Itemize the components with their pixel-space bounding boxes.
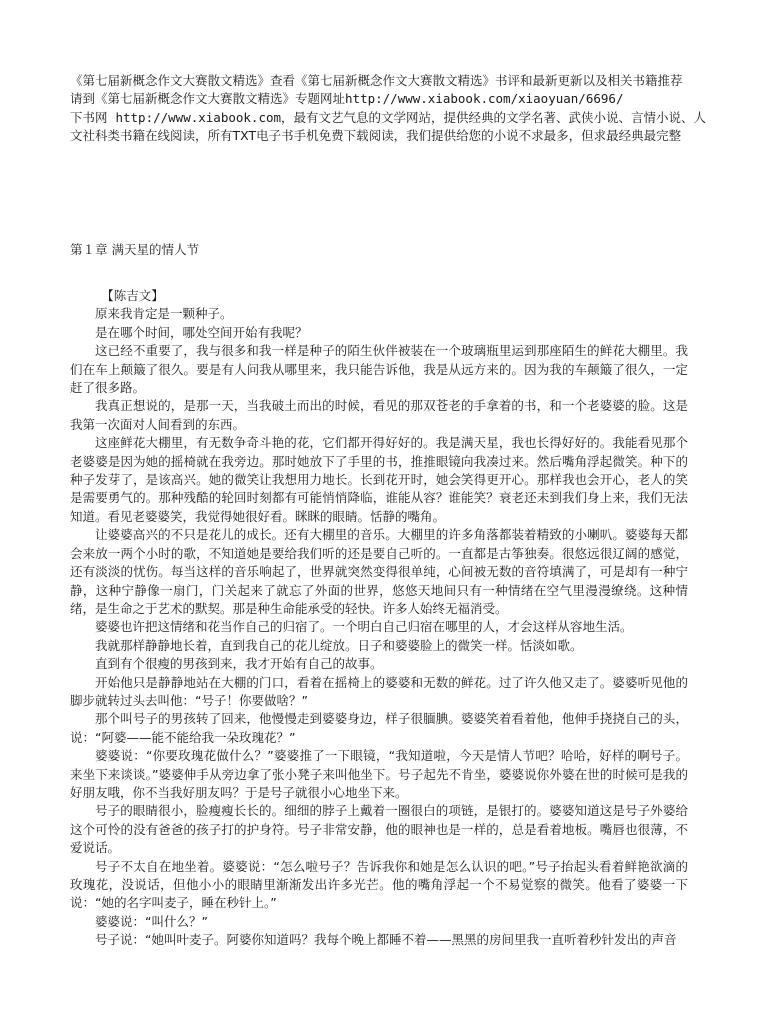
header-line-2 [70,90,710,108]
paragraph: 我就那样静静地长着，直到我自己的花儿绽放。日子和婆婆脸上的微笑一样。恬淡如歌。 [95,637,583,653]
paragraph: 那个叫号子的男孩转了回来，他慢慢走到婆婆身边，样子很腼腆。婆婆笑着看着他，他伸手挠挠自己的头，说：“阿婆——能不能给我一朵玫瑰花？” [70,711,688,745]
site-url-link[interactable]: http://www.xiabook.com [115,109,282,125]
paragraph: 是在哪个时间，哪处空间开始有我呢？ [95,324,308,340]
article-body [70,287,688,950]
source-header [70,72,710,146]
paragraph: 号子的眼睛很小，脸瘦瘦长长的。细细的脖子上戴着一圈很白的项链，是银打的。婆婆知道这是号子外婆给这个可怜的没有爸爸的孩子打的护身符。号子非常安静，他的眼神也是一样的，总是看着地板。嘴唇也很薄，不爱说话。 [70,803,688,856]
paragraph: 原来我肯定是一颗种子。 [95,306,233,322]
header-line-1: 《第七届新概念作文大赛散文精选》查看《第七届新概念作文大赛散文精选》书评和最新更新以及相关书籍推荐 [70,73,683,88]
paragraph: 直到有个很瘦的男孩到来，我才开始有自己的故事。 [95,656,383,672]
paragraph: 婆婆说：“叫什么？” [95,913,208,929]
paragraph: 号子不太自在地坐着。婆婆说：“怎么啦号子？告诉我你和她是怎么认识的吧。”号子抬起头看着鲜艳欲滴的玫瑰花，没说话，但他小小的眼睛里渐渐发出许多光芒。他的嘴角浮起一个不易觉察的微笑。他看了婆婆一下说：“她的名字叫麦子，睡在秒针上。” [70,858,688,911]
paragraph: 让婆婆高兴的不只是花儿的成长。还有大棚里的音乐。大棚里的许多角落都装着精致的小喇叭。婆婆每天都会来放一两个小时的歌，不知道她是要给我们听的还是要自己听的。一直都是古筝独奏。很悠远很辽阔的感觉，还有淡淡的忧伤。每当这样的音乐响起了，世界就突然变得很单纯，心间被无数的音符填满了，可是却有一种宁静，这种宁静像一扇门，门关起来了就忘了外面的世界，悠悠天地间只有一种情绪在空气里漫漫缭绕。这种情绪，是生命之于艺术的默契。那是种生命能承受的轻快。许多人始终无福消受。 [70,527,688,616]
site-name: 下书网 [70,109,108,125]
paragraph: 婆婆也许把这情绪和花当作自己的归宿了。一个明白自己归宿在哪里的人，才会这样从容地生活。 [95,619,633,635]
paragraph: 号子说：“她叫叶麦子。阿婆你知道吗？我每个晚上都睡不着——黑黑的房间里我一直听着秒针发出的声音 [95,932,677,948]
site-description: ，最有文艺气息的文学网站，提供经典的文学名著、武侠小说、言情小说、人文社科类书籍在线阅读，所有TXT电子书手机免费下载阅读，我们提供给您的小说不求最多，但求最经典最完整 [70,109,707,144]
header-line-3 [70,109,710,146]
paragraph: 这座鲜花大棚里，有无数争奇斗艳的花，它们都开得好好的。我是满天星，我也长得好好的。我能看见那个老婆婆是因为她的摇椅就在我旁边。那时她放下了手里的书，推推眼镜向我凑过来。然后嘴角浮起微笑。种下的种子发芽了，是该高兴。她的微笑让我想用力地长。长到花开时，她会笑得更开心。那样我也会开心，老人的笑是需要勇气的。那种残酷的轮回时刻都有可能悄悄降临，谁能从容？谁能笑？衰老还未到我们身上来，我们无法知道。看见老婆婆笑，我觉得她很好看。眯眯的眼睛。恬静的嘴角。 [70,435,688,524]
header-line-2-prefix: 请到《第七届新概念作文大赛散文精选》专题网址 [70,91,346,107]
paragraph: 这已经不重要了，我与很多和我一样是种子的陌生伙伴被装在一个玻璃瓶里运到那座陌生的鲜花大棚里。我们在车上颠簸了很久。要是有人问我从哪里来，我只能告诉他，我是从远方来的。因为我的车颠簸了很久，一定赶了很多路。 [70,343,688,396]
author-name: 【陈吉文】 [101,288,164,303]
chapter-title: 第１章 满天星的情人节 [70,242,199,257]
paragraph: 婆婆说：“你要玫瑰花做什么？”婆婆推了一下眼镜，“我知道啦，今天是情人节吧？哈哈，好样的啊号子。来坐下来谈谈。”婆婆伸手从旁边拿了张小凳子来叫他坐下。号子起先不肯坐，婆婆说你外婆在世的时候可是我的好朋友哦，你不当我好朋友吗？于是号子就很小心地坐下来。 [70,748,688,800]
paragraph: 我真正想说的，是那一天，当我破土而出的时候，看见的那双苍老的手拿着的书，和一个老婆婆的脸。这是我第一次面对人间看到的东西。 [70,398,688,432]
paragraph: 开始他只是静静地站在大棚的门口，看着在摇椅上的婆婆和无数的鲜花。过了许久他又走了。婆婆听见他的脚步就转过头去叫他：“号子！你要做啥？” [70,674,688,708]
topic-url-link[interactable]: http://www.xiabook.com/xiaoyuan/6696/ [345,91,624,107]
